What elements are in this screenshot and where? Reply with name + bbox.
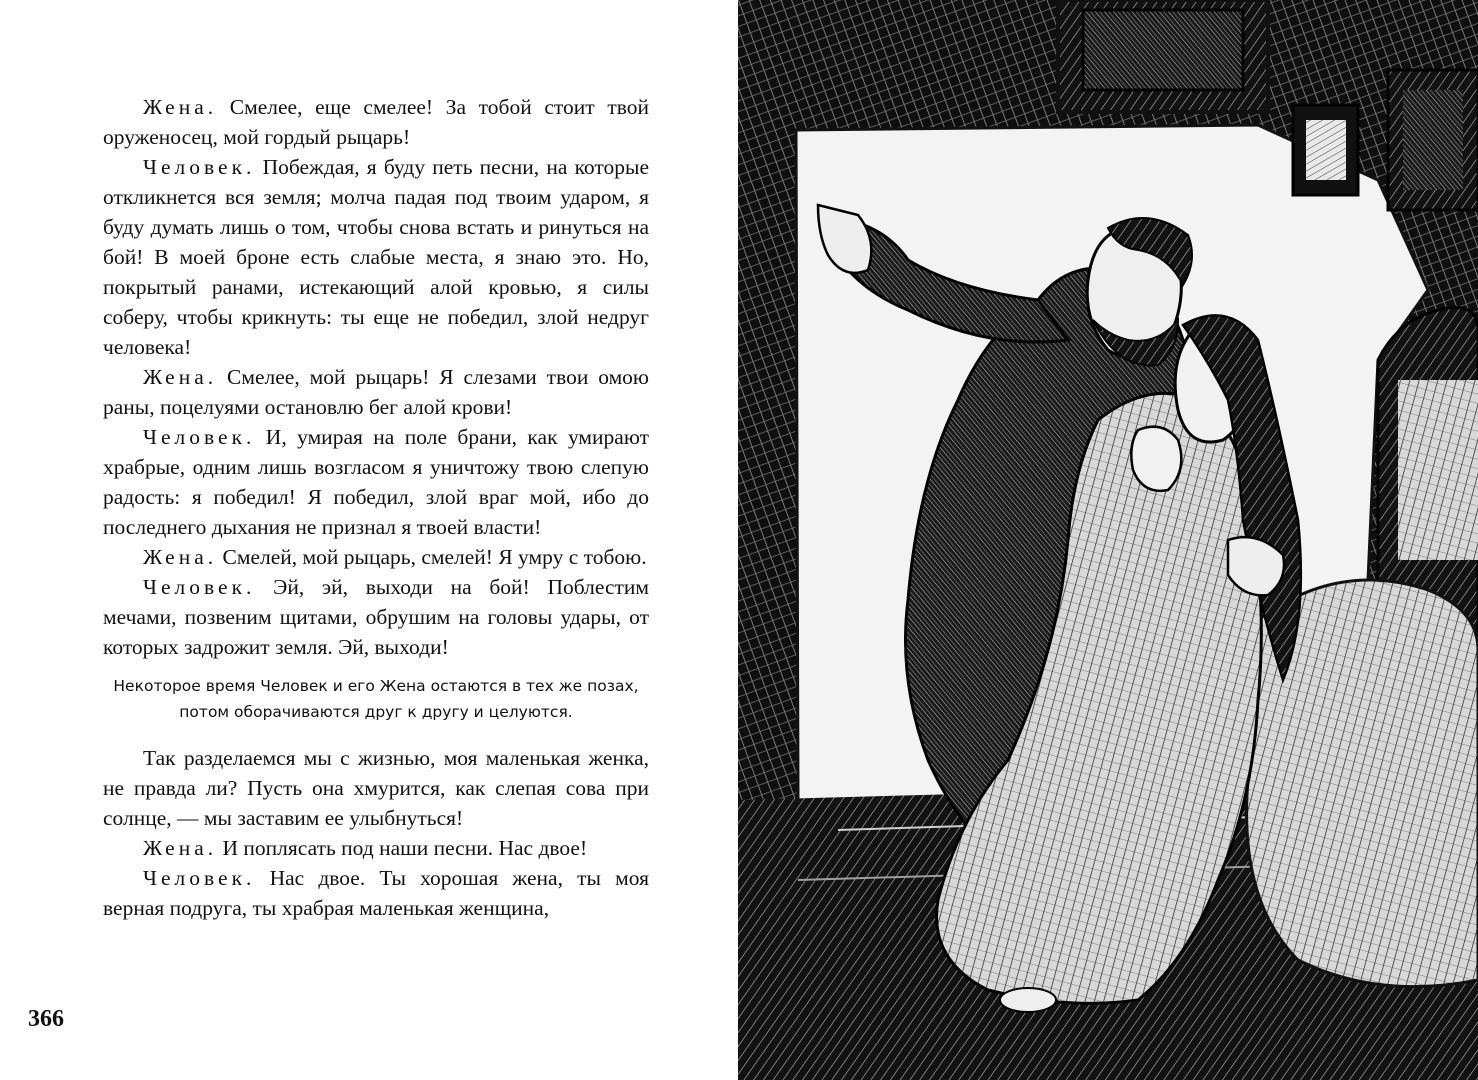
speaker-name: Человек. <box>143 155 256 179</box>
paragraph <box>103 833 649 863</box>
left-page <box>0 0 738 1080</box>
speaker-name: Жена. <box>143 545 218 569</box>
dialogue-text: И поплясать под наши песни. Нас двое! <box>217 836 588 860</box>
paragraph <box>103 743 649 833</box>
dialogue-text: Смелей, мой рыцарь, смелей! Я умру с тобою. <box>217 545 647 569</box>
dialogue-text: Смелее, мой рыцарь! Я слезами твои омою раны, поцелуями остановлю бег алой крови! <box>103 365 649 419</box>
speaker-name: Человек. <box>143 575 256 599</box>
dialogue-text: Побеждая, я буду петь песни, на которые откликнется вся земля; молча падая под твоим ударом, я буду думать лишь о том, чтобы снова встать и ринуться на бой! В моей броне есть слабые места, я знаю это. Но, покрытый ранами, истекающий алой кровью, я силы соберу, чтобы крикнуть: ты еще не победил, злой недруг человека! <box>103 155 649 359</box>
speaker-name: Жена. <box>143 836 218 860</box>
speaker-name: Жена. <box>143 95 218 119</box>
paragraph <box>103 572 649 662</box>
dialogue-text: Смелее, еще смелее! За тобой стоит твой оруженосец, мой гордый рыцарь! <box>103 95 649 149</box>
page-number: 366 <box>28 1006 64 1032</box>
speaker-name: Человек. <box>143 866 256 890</box>
paragraph <box>103 863 649 923</box>
paragraph <box>103 362 649 422</box>
paragraph <box>103 542 649 572</box>
speaker-name: Человек. <box>143 425 256 449</box>
dialogue-text: Нас двое. Ты хорошая жена, ты моя верная подруга, ты храбрая маленькая женщина, <box>103 866 649 920</box>
paragraph <box>103 92 649 152</box>
text-block <box>103 92 649 923</box>
paragraph <box>103 422 649 542</box>
right-page-illustration <box>738 0 1478 1080</box>
dialogue-text: Эй, эй, выходи на бой! Поблестим мечами, позвеним щитами, обрушим на головы удары, от которых задрожит земля. Эй, выходи! <box>103 575 649 659</box>
dialogue-text: Так разделаемся мы с жизнью, моя маленькая женка, не правда ли? Пусть она хмурится, как слепая сова при солнце, — мы заставим ее улыбнуться! <box>103 746 649 830</box>
ink-hatched-illustration-icon <box>738 0 1478 1080</box>
stage-direction: Некоторое время Человек и его Жена остаются в тех же позах, потом оборачиваются друг к другу и целуются. <box>113 677 639 721</box>
paragraph <box>103 152 649 362</box>
dialogue-text: И, умирая на поле брани, как умирают храбрые, одним лишь возгласом я уничтожу твою слепую радость: я победил! Я победил, злой враг мой, ибо до последнего дыхания не признал я твоей власти! <box>103 425 649 539</box>
speaker-name: Жена. <box>143 365 218 389</box>
